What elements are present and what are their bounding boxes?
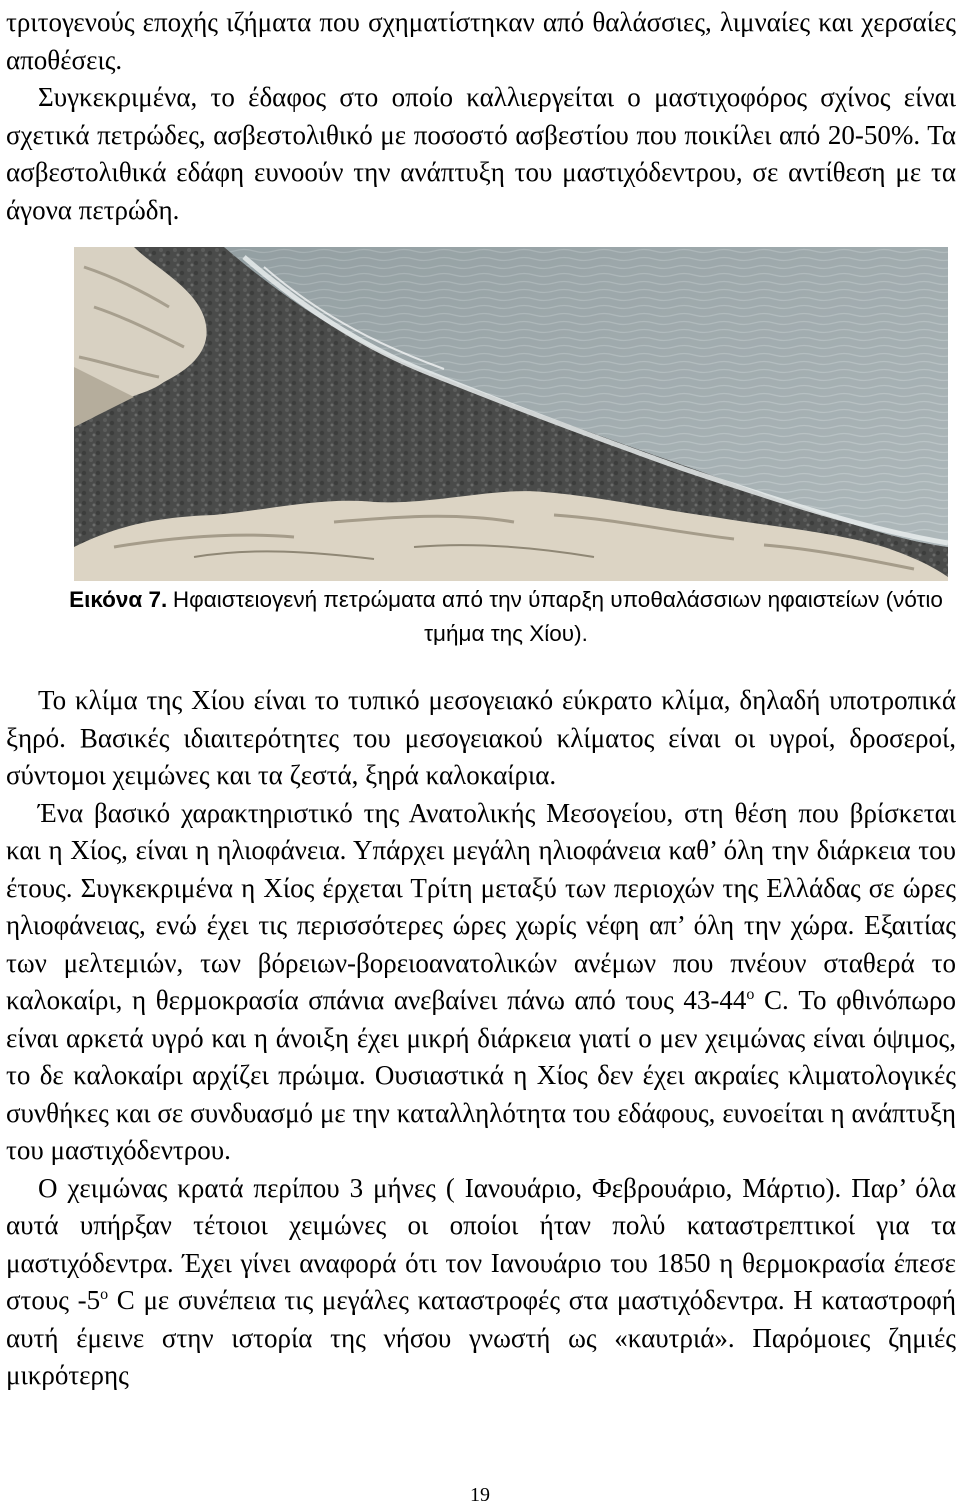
paragraph: Συγκεκριμένα, το έδαφος στο οποίο καλλιεργείται ο μαστιχοφόρος σχίνος είναι σχετικά πετρώδες, ασβεστολιθικό με ποσοστό ασβεστίου που ποικίλει από 20-50%. Τα ασβεστολιθικά εδάφη ευνοούν την ανάπτυξη του μαστιχόδεντρου, σε αντίθεση με τα άγονα πετρώδη.: [6, 82, 956, 225]
beach-photo-image: [74, 247, 948, 581]
paragraph-part: Ο χειμώνας κρατά περίπου 3 μήνες ( Ιανουάριο, Φεβρουάριο, Μάρτιο). Παρ’ όλα αυτά υπήρξαν τέτοιοι χειμώνες οι οποίοι ήταν πολύ καταστρεπτικοί για τα μαστιχόδεντρα. Έχει γίνει αναφορά ότι τον Ιανουάριο του 1850 η θερμοκρασία έπεσε στους -5: [6, 1172, 956, 1315]
paragraph: [6, 1170, 956, 1395]
beach-photo: [74, 247, 948, 581]
paragraph-part: Ένα βασικό χαρακτηριστικό της Ανατολικής Μεσογείου, στη θέση που βρίσκεται και η Χίος, είναι η ηλιοφάνεια. Υπάρχει μεγάλη ηλιοφάνεια καθ’ όλη την διάρκεια του έτους. Συγκεκριμένα η Χίος έρχεται Τρίτη μεταξύ των περιοχών της Ελλάδας σε ώρες ηλιοφάνειας, ενώ έχει τις περισσότερες ώρες χωρίς νέφη απ’ όλη την χώρα. Εξαιτίας των μελτεμιών, των βόρειων-βορειοανατολικών ανέμων που πνέουν σταθερά το καλοκαίρι, η θερμοκρασία σπάνια ανεβαίνει πάνω από τους 43-44: [6, 797, 956, 1015]
paragraph-part: C με συνέπεια τις μεγάλες καταστροφές στα μαστιχόδεντρα. Η καταστροφή αυτή έμεινε στην ιστορία της νήσου γνωστή ως «καυτριά». Παρόμοιες ζημιές μικρότερης: [6, 1285, 956, 1390]
paragraph-part: C. Το φθινόπωρο είναι αρκετά υγρό και η άνοιξη έχει μικρή διάρκεια γιατί ο μεν χειμώνας είναι όψιμος, το δε καλοκαίρι αρχίζει πρώιμα. Ουσιαστικά η Χίος δεν έχει ακραίες κλιματολογικές συνθήκες και σε συνδυασμό με την καταλληλότητα του εδάφους, ευνοείται η ανάπτυξη του μαστιχόδεντρου.: [6, 985, 956, 1165]
paragraph: [6, 795, 956, 1170]
figure-caption-text: Ηφαιστειογενή πετρώματα από την ύπαρξη υποθαλάσσιων ηφαιστείων (νότιο τμήμα της Χίου).: [172, 587, 943, 646]
degree-superscript: ο: [100, 1286, 109, 1303]
degree-superscript: ο: [746, 986, 755, 1003]
intro-text: [6, 4, 956, 229]
paragraph: τριτογενούς εποχής ιζήματα που σχηματίστηκαν από θαλάσσιες, λιμναίες και χερσαίες αποθέσεις.: [6, 7, 956, 75]
figure-label: Εικόνα 7.: [69, 587, 168, 612]
paragraph: Το κλίμα της Χίου είναι το τυπικό μεσογειακό εύκρατο κλίμα, δηλαδή υποτροπικά ξηρό. Βασικές ιδιαιτερότητες του μεσογειακού κλίματος είναι οι υγροί, δροσεροί, σύντομοι χειμώνες και τα ζεστά, ξηρά καλοκαίρια.: [6, 685, 956, 790]
page-number: 19: [470, 1484, 490, 1506]
figure-caption: [66, 583, 946, 651]
body-text: [6, 682, 956, 1395]
